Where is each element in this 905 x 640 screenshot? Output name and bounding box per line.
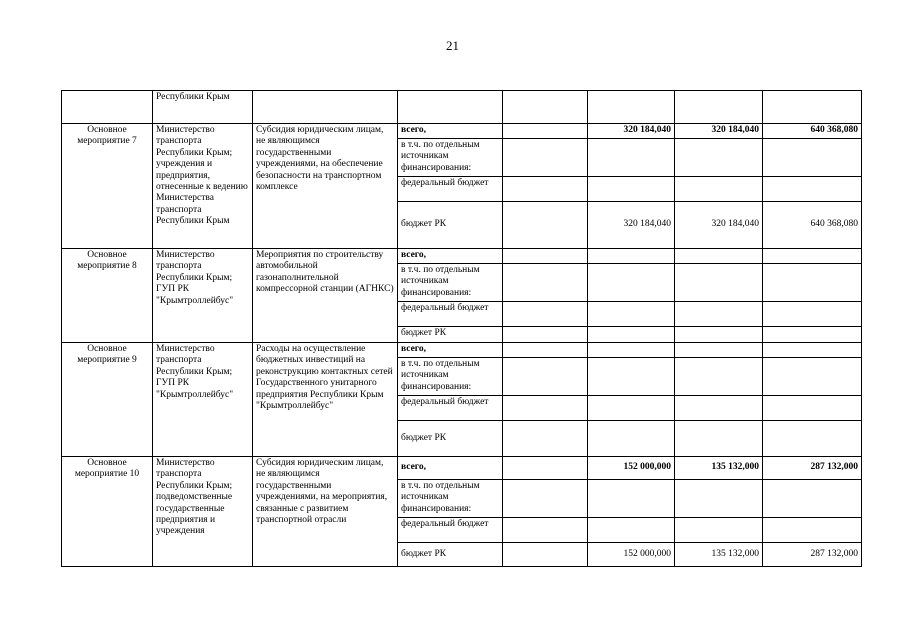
table-row <box>62 249 862 264</box>
executor: Министерство транспорта Республики Крым; подведомственные государственные предприятия и учреждения <box>153 457 253 567</box>
blank-cell <box>675 177 763 202</box>
source-regional: бюджет РК <box>398 202 503 249</box>
blank-cell <box>503 396 588 421</box>
regional-year1: 320 184,040 <box>588 202 675 249</box>
blank-cell <box>675 518 763 543</box>
regional-year2: 320 184,040 <box>675 202 763 249</box>
executor-cell <box>153 91 253 124</box>
total-sum <box>763 249 862 264</box>
regional-sum: 287 132,000 <box>763 543 862 567</box>
source-total: всего, <box>398 124 503 139</box>
blank-cell <box>675 396 763 421</box>
blank-cell <box>588 480 675 518</box>
blank-cell <box>763 480 862 518</box>
source-by-sources: в т.ч. по отдельным источникам финансирования: <box>398 264 503 302</box>
blank-cell <box>503 124 588 139</box>
activity-name: Основное мероприятие 10 <box>62 457 153 567</box>
blank-cell <box>503 91 588 124</box>
blank-cell <box>763 358 862 396</box>
total-year2: 135 132,000 <box>675 457 763 480</box>
source-federal: федеральный бюджет <box>398 177 503 202</box>
description: Расходы на осуществление бюджетных инвестиций на реконструкцию контактных сетей Государственного унитарного предприятия Республики Крым "Крымтроллейбус" <box>253 343 398 457</box>
blank-cell <box>503 202 588 249</box>
table-row <box>62 124 862 139</box>
source-cell <box>398 91 503 124</box>
activity-name: Основное мероприятие 8 <box>62 249 153 343</box>
source-by-sources: в т.ч. по отдельным источникам финансирования: <box>398 139 503 177</box>
total-year2: 320 184,040 <box>675 124 763 139</box>
regional-sum: 640 368,080 <box>763 202 862 249</box>
page-number: 21 <box>446 38 459 53</box>
blank-cell <box>588 177 675 202</box>
blank-cell <box>503 139 588 177</box>
activity-name: Основное мероприятие 7 <box>62 124 153 249</box>
blank-cell <box>675 358 763 396</box>
table-row <box>62 457 862 480</box>
activity-cell <box>62 91 153 124</box>
year2-cell <box>675 91 763 124</box>
executor-tail: Республики Крым <box>156 92 230 102</box>
blank-cell <box>588 139 675 177</box>
blank-cell <box>503 518 588 543</box>
executor: Министерство транспорта Республики Крым; учреждения и предприятия, отнесенные к ведению Министерства транспорта Республики Крым <box>153 124 253 249</box>
blank-cell <box>503 421 588 457</box>
source-by-sources: в т.ч. по отдельным источникам финансирования: <box>398 358 503 396</box>
blank-cell <box>503 177 588 202</box>
source-total: всего, <box>398 249 503 264</box>
description: Мероприятия по строительству автомобильной газонаполнительной компрессорной станции (АГНКС) <box>253 249 398 343</box>
description: Субсидия юридическим лицам, не являющимся государственными учреждениями, на мероприятия, связанные с развитием транспортной отрасли <box>253 457 398 567</box>
blank-cell <box>588 358 675 396</box>
continuation-row <box>62 91 862 124</box>
blank-cell <box>675 302 763 327</box>
blank-cell <box>763 177 862 202</box>
blank-cell <box>675 264 763 302</box>
regional-year1 <box>588 421 675 457</box>
blank-cell <box>588 264 675 302</box>
blank-cell <box>763 139 862 177</box>
description-cell <box>253 91 398 124</box>
source-federal: федеральный бюджет <box>398 518 503 543</box>
total-sum: 287 132,000 <box>763 457 862 480</box>
source-by-sources: в т.ч. по отдельным источникам финансирования: <box>398 480 503 518</box>
source-total: всего, <box>398 457 503 480</box>
blank-cell <box>503 302 588 327</box>
year1-cell <box>588 91 675 124</box>
blank-cell <box>588 302 675 327</box>
executor: Министерство транспорта Республики Крым; ГУП РК "Крымтроллейбус" <box>153 249 253 343</box>
blank-cell <box>503 358 588 396</box>
regional-year2 <box>675 327 763 343</box>
total-year2 <box>675 249 763 264</box>
source-regional: бюджет РК <box>398 421 503 457</box>
description: Субсидия юридическим лицам, не являющимся государственными учреждениями, на обеспечение безопасности на транспортном комплексе <box>253 124 398 249</box>
table-row <box>62 343 862 358</box>
source-regional: бюджет РК <box>398 327 503 343</box>
budget-table <box>61 90 862 567</box>
source-total: всего, <box>398 343 503 358</box>
executor: Министерство транспорта Республики Крым; ГУП РК "Крымтроллейбус" <box>153 343 253 457</box>
blank-cell <box>503 327 588 343</box>
blank-cell <box>503 543 588 567</box>
regional-sum <box>763 421 862 457</box>
source-federal: федеральный бюджет <box>398 302 503 327</box>
total-year1 <box>588 343 675 358</box>
blank-cell <box>588 518 675 543</box>
sum-cell <box>763 91 862 124</box>
blank-cell <box>503 249 588 264</box>
blank-cell <box>588 396 675 421</box>
source-federal: федеральный бюджет <box>398 396 503 421</box>
total-year1: 320 184,040 <box>588 124 675 139</box>
blank-cell <box>763 396 862 421</box>
activity-name: Основное мероприятие 9 <box>62 343 153 457</box>
blank-cell <box>763 518 862 543</box>
source-regional: бюджет РК <box>398 543 503 567</box>
blank-cell <box>503 480 588 518</box>
blank-cell <box>675 480 763 518</box>
total-year2 <box>675 343 763 358</box>
total-year1: 152 000,000 <box>588 457 675 480</box>
regional-year2 <box>675 421 763 457</box>
regional-year2: 135 132,000 <box>675 543 763 567</box>
total-year1 <box>588 249 675 264</box>
blank-cell <box>763 264 862 302</box>
regional-sum <box>763 327 862 343</box>
regional-year1 <box>588 327 675 343</box>
total-sum <box>763 343 862 358</box>
total-sum: 640 368,080 <box>763 124 862 139</box>
blank-cell <box>503 264 588 302</box>
blank-cell <box>503 343 588 358</box>
blank-cell <box>675 139 763 177</box>
regional-year1: 152 000,000 <box>588 543 675 567</box>
blank-cell <box>503 457 588 480</box>
blank-cell <box>763 302 862 327</box>
